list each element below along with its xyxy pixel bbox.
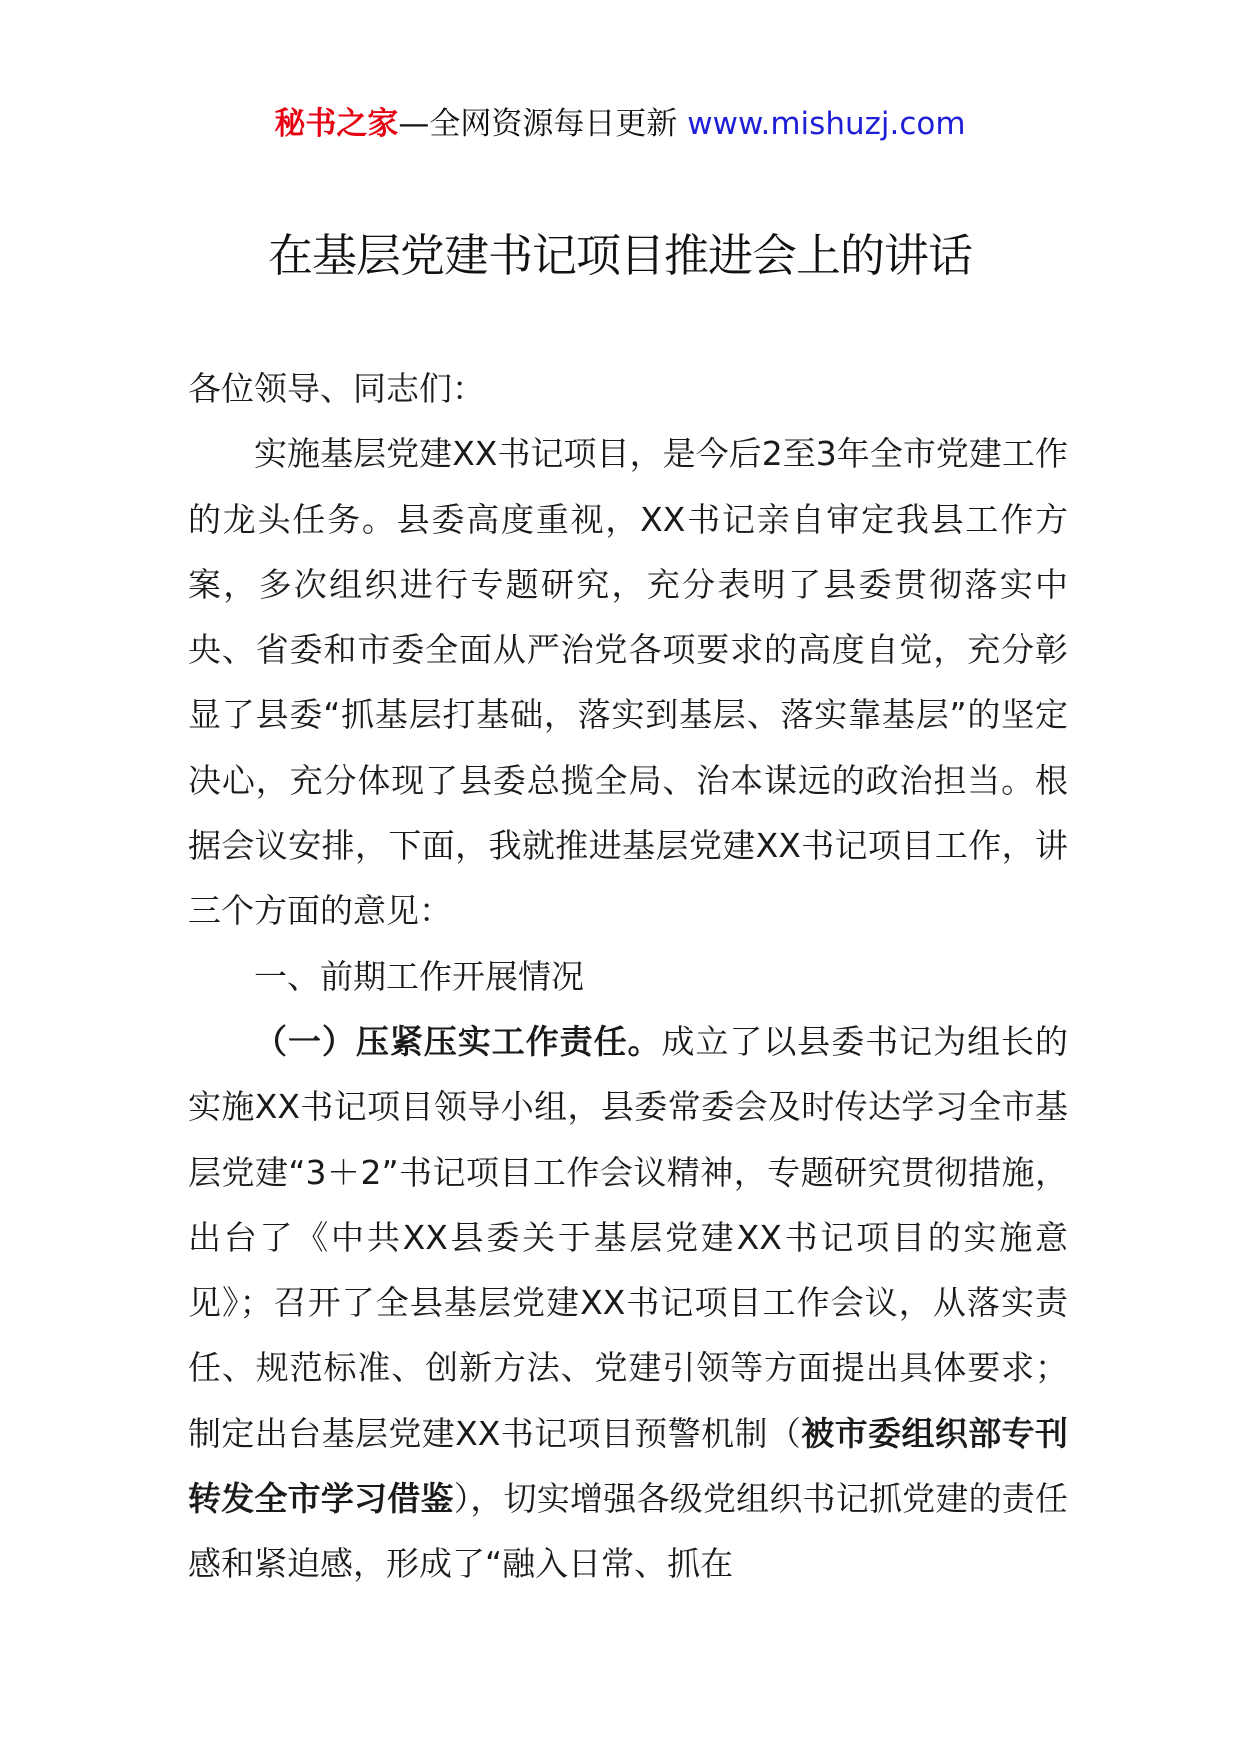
subsection-bold-note: 被市委组织部专刊转发全市学习借鉴 <box>188 1413 1069 1519</box>
document-title: 在基层党建书记项目推进会上的讲话 <box>267 229 972 282</box>
subsection-text-part2: ），切实增强各级党组织书记抓党建的责任感和紧迫感，形成了“融入日常、抓在 <box>188 1479 1069 1584</box>
header-tagline: —全网资源每日更新 <box>398 106 688 142</box>
salutation: 各位领导、同志们： <box>188 369 485 408</box>
subsection-heading: （一）压紧压实工作责任。 <box>254 1021 662 1061</box>
subsection-text-part1: 成立了以县委书记为组长的实施XX书记项目领导小组，县委常委会及时传达学习全市基层党建“3＋2”书记项目工作会议精神，专题研究贯彻措施，出台了《中共XX县委关于基层党建XX书记项目的实施意见》；召开了全县基层党建XX书记项目工作会议，从落实责任、规范标准、创新方法、党建引领等方面提出具体要求；制定出台基层党建XX书记项目预警机制（ <box>188 1021 1069 1453</box>
document-body <box>188 356 1068 1597</box>
section-heading: 一、前期工作开展情况 <box>254 956 584 996</box>
page-header <box>0 100 1240 148</box>
header-brand: 秘书之家 <box>274 106 399 142</box>
header-url-link[interactable]: www.mishuzj.com <box>687 106 966 142</box>
subsection-paragraph <box>188 1009 1068 1597</box>
paragraph-intro: 实施基层党建XX书记项目，是今后2至3年全市党建工作的龙头任务。县委高度重视，XX书记亲自审定我县工作方案，多次组织进行专题研究，充分表明了县委贯彻落实中央、省委和市委全面从严治党各项要求的高度自觉，充分彰显了县委“抓基层打基础，落实到基层、落实靠基层”的坚定决心，充分体现了县委总揽全局、治本谋远的政治担当。根据会议安排，下面，我就推进基层党建XX书记项目工作，讲三个方面的意见： <box>188 434 1068 931</box>
